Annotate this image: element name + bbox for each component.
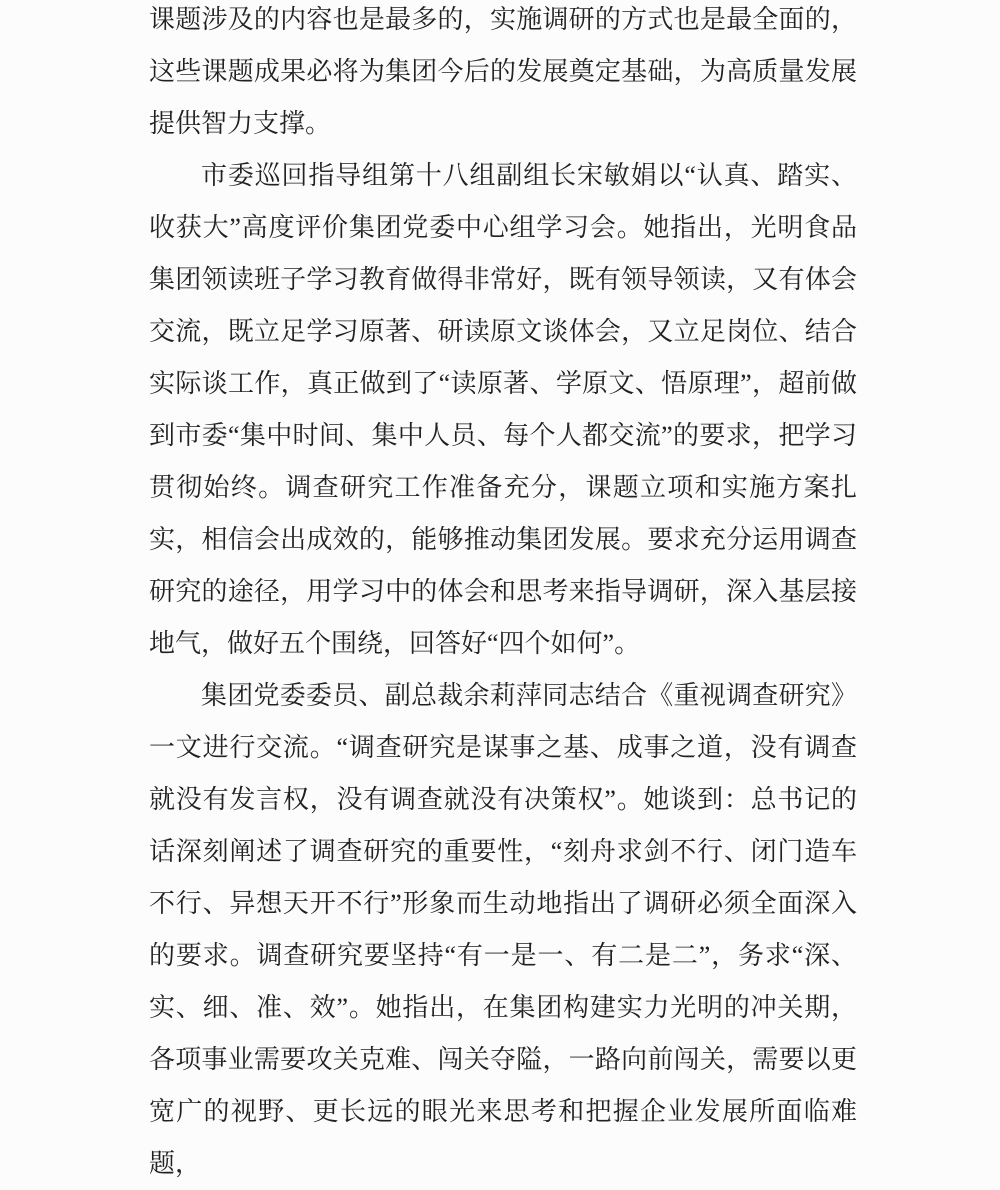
paragraph-continuation: 课题涉及的内容也是最多的，实施调研的方式也是最全面的，这些课题成果必将为集团今后的发展奠定基础，为高质量发展提供智力支撑。	[149, 5, 857, 138]
paragraph-inspection-group-comment: 市委巡回指导组第十八组副组长宋敏娟以“认真、踏实、收获大”高度评价集团党委中心组学习会。她指出，光明食品集团领读班子学习教育做得非常好，既有领导领读，又有体会交流，既立足学习原著、研读原文谈体会，又立足岗位、结合实际谈工作，真正做到了“读原著、学原文、悟原理”，超前做到市委“集中时间、集中人员、每个人都交流”的要求，把学习贯彻始终。调查研究工作准备充分，课题立项和实施方案扎实，相信会出成效的，能够推动集团发展。要求充分运用调查研究的途径，用学习中的体会和思考来指导调研，深入基层接地气，做好五个围绕，回答好“四个如何”。	[149, 161, 857, 658]
document-text	[149, 0, 857, 1190]
paragraph-vice-president-remarks: 集团党委委员、副总裁余莉萍同志结合《重视调查研究》一文进行交流。“调查研究是谋事之基、成事之道，没有调查就没有发言权，没有调查就没有决策权”。她谈到：总书记的话深刻阐述了调查研究的重要性，“刻舟求剑不行、闭门造车不行、异想天开不行”形象而生动地指出了调研必须全面深入的要求。调查研究要坚持“有一是一、有二是二”，务求“深、实、细、准、效”。她指出，在集团构建实力光明的冲关期，各项事业需要攻关克难、闯关夺隘，一路向前闯关，需要以更宽广的视野、更长远的眼光来思考和把握企业发展所面临难题，	[149, 681, 857, 1178]
